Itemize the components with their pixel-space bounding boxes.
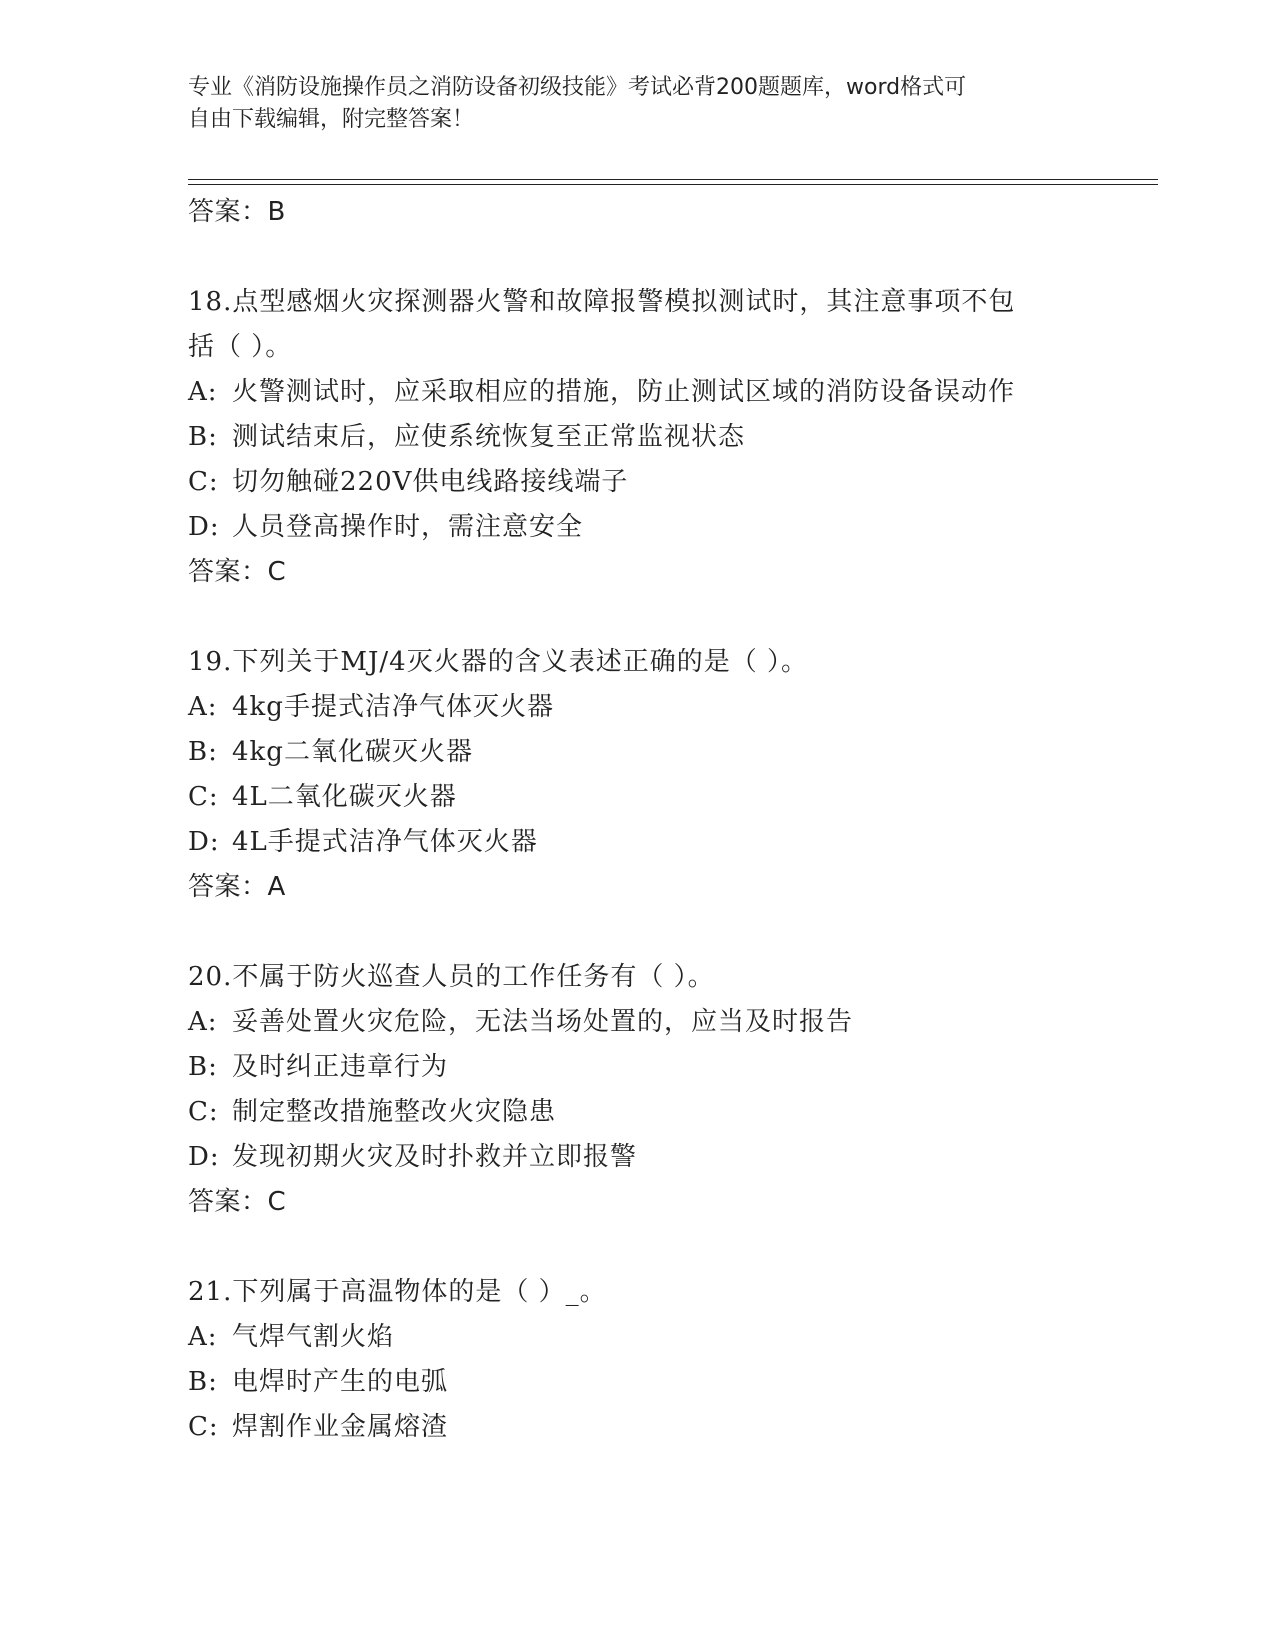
- option-c: [188, 460, 1088, 505]
- option-text: 电焊时产生的电弧: [232, 1367, 449, 1397]
- option-c: [188, 1405, 1088, 1450]
- question-18: [188, 280, 1088, 595]
- option-text: 4L手提式洁净气体灭火器: [232, 827, 538, 857]
- option-text: 4L二氧化碳灭火器: [232, 782, 457, 812]
- option-text: 测试结束后，应使系统恢复至正常监视状态: [232, 422, 746, 452]
- question-21: [188, 1270, 1088, 1450]
- option-letter: C:: [188, 782, 219, 812]
- option-d: [188, 505, 1088, 550]
- question-text: 21.下列属于高温物体的是（ ）_。: [188, 1277, 607, 1307]
- option-letter: D:: [188, 827, 220, 857]
- spacer: [188, 1225, 1088, 1270]
- option-letter: D:: [188, 1142, 220, 1172]
- header-line-2: 自由下载编辑，附完整答案！: [188, 107, 475, 132]
- option-c: [188, 1090, 1088, 1135]
- option-b: [188, 730, 1088, 775]
- header-line-1: 专业《消防设施操作员之消防设备初级技能》考试必背200题题库，word格式可: [188, 75, 967, 100]
- option-letter: A:: [188, 377, 218, 407]
- document-header: [188, 72, 1068, 136]
- spacer: [188, 910, 1088, 955]
- option-a: [188, 370, 1088, 415]
- option-letter: A:: [188, 1007, 218, 1037]
- option-letter: B:: [188, 737, 218, 767]
- option-letter: A:: [188, 1322, 218, 1352]
- option-text: 焊割作业金属熔渣: [232, 1412, 449, 1442]
- option-text: 及时纠正违章行为: [232, 1052, 449, 1082]
- header-rule-bottom: [188, 184, 1158, 185]
- option-text: 4kg二氧化碳灭火器: [232, 737, 473, 767]
- spacer: [188, 235, 1088, 280]
- previous-answer: 答案：B: [188, 197, 286, 227]
- option-text: 4kg手提式洁净气体灭火器: [232, 692, 554, 722]
- option-letter: D:: [188, 512, 220, 542]
- option-d: [188, 820, 1088, 865]
- option-text: 气焊气割火焰: [232, 1322, 395, 1352]
- option-a: [188, 1315, 1088, 1360]
- question-text-continued: 括（ ）。: [188, 332, 293, 362]
- option-letter: C:: [188, 1412, 219, 1442]
- option-text: 火警测试时，应采取相应的措施，防止测试区域的消防设备误动作: [232, 377, 1016, 407]
- option-letter: C:: [188, 1097, 219, 1127]
- option-text: 妥善处置火灾危险，无法当场处置的，应当及时报告: [232, 1007, 854, 1037]
- answer: 答案：C: [188, 1187, 287, 1217]
- option-b: [188, 1360, 1088, 1405]
- option-c: [188, 775, 1088, 820]
- question-text: 18.点型感烟火灾探测器火警和故障报警模拟测试时，其注意事项不包: [188, 287, 1016, 317]
- question-text: 20.不属于防火巡查人员的工作任务有（ ）。: [188, 962, 715, 992]
- option-letter: A:: [188, 692, 218, 722]
- question-19: [188, 640, 1088, 910]
- header-rule-top: [188, 179, 1158, 180]
- option-letter: C:: [188, 467, 219, 497]
- option-letter: B:: [188, 1052, 218, 1082]
- option-text: 制定整改措施整改火灾隐患: [232, 1097, 557, 1127]
- option-b: [188, 1045, 1088, 1090]
- option-letter: B:: [188, 422, 218, 452]
- option-a: [188, 1000, 1088, 1045]
- option-d: [188, 1135, 1088, 1180]
- option-text: 切勿触碰220V供电线路接线端子: [232, 467, 629, 497]
- option-b: [188, 415, 1088, 460]
- option-letter: B:: [188, 1367, 218, 1397]
- spacer: [188, 595, 1088, 640]
- question-text: 19.下列关于MJ/4灭火器的含义表述正确的是（ ）。: [188, 647, 808, 677]
- question-20: [188, 955, 1088, 1225]
- document-body: [188, 190, 1088, 1450]
- option-text: 发现初期火灾及时扑救并立即报警: [232, 1142, 638, 1172]
- answer: 答案：C: [188, 557, 287, 587]
- option-a: [188, 685, 1088, 730]
- answer: 答案：A: [188, 872, 286, 902]
- option-text: 人员登高操作时，需注意安全: [232, 512, 584, 542]
